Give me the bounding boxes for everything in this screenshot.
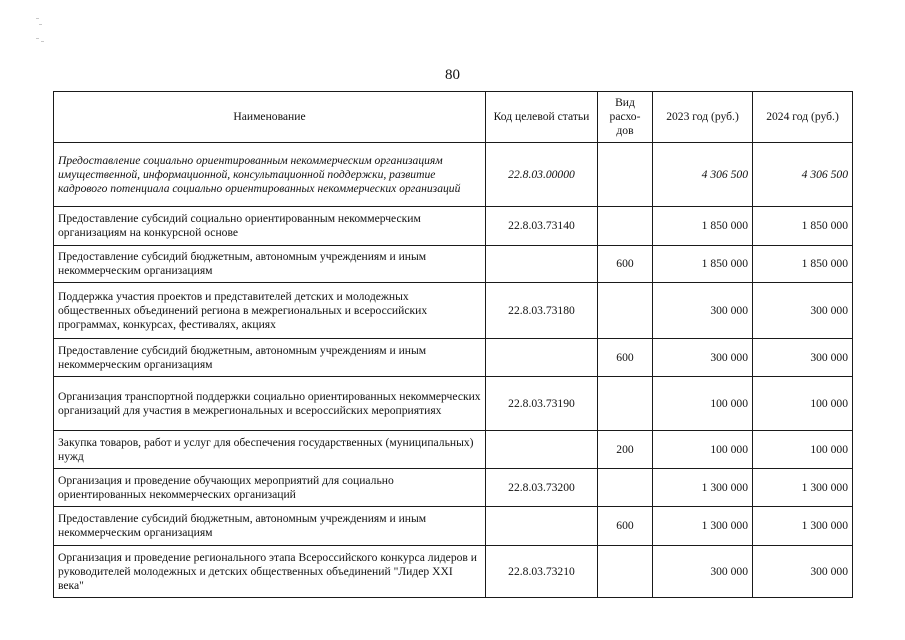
table-row	[54, 339, 853, 377]
row-name: Закупка товаров, работ и услуг для обеспечения государственных (муниципальных) нужд	[54, 431, 486, 469]
table-row	[54, 431, 853, 469]
table-row	[54, 507, 853, 546]
row-2024: 1 850 000	[753, 246, 853, 283]
row-2023: 300 000	[653, 339, 753, 377]
row-vid: 600	[598, 507, 653, 546]
row-vid	[598, 469, 653, 507]
row-code: 22.8.03.73200	[486, 469, 598, 507]
row-code: 22.8.03.73190	[486, 377, 598, 431]
row-2024: 1 300 000	[753, 469, 853, 507]
row-name: Предоставление социально ориентированным некоммерческим организациям имущественной, информационной, консультационной поддержки, развитие кадрового потенциала социально ориентированных некоммерческих организаций	[54, 143, 486, 207]
row-name: Предоставление субсидий бюджетным, автономным учреждениям и иным некоммерческим организациям	[54, 339, 486, 377]
row-2023: 300 000	[653, 283, 753, 339]
scan-artifact	[39, 24, 42, 25]
row-vid	[598, 143, 653, 207]
row-2024: 100 000	[753, 377, 853, 431]
row-2024: 100 000	[753, 431, 853, 469]
row-name: Предоставление субсидий бюджетным, автономным учреждениям и иным некоммерческим организациям	[54, 246, 486, 283]
row-vid	[598, 377, 653, 431]
row-code	[486, 431, 598, 469]
row-vid	[598, 546, 653, 598]
scan-artifact	[36, 38, 39, 39]
row-code: 22.8.03.73210	[486, 546, 598, 598]
header-2023: 2023 год (руб.)	[653, 92, 753, 143]
row-name: Организация транспортной поддержки социально ориентированных некоммерческих организаций для участия в межрегиональных и всероссийских мероприятиях	[54, 377, 486, 431]
row-name: Организация и проведение обучающих мероприятий для социально ориентированных некоммерческих организаций	[54, 469, 486, 507]
row-2023: 100 000	[653, 377, 753, 431]
table-row	[54, 377, 853, 431]
table-row	[54, 143, 853, 207]
table-row	[54, 207, 853, 246]
row-code	[486, 339, 598, 377]
row-2024: 4 306 500	[753, 143, 853, 207]
row-2024: 1 300 000	[753, 507, 853, 546]
row-2023: 4 306 500	[653, 143, 753, 207]
header-code: Код целевой статьи	[486, 92, 598, 143]
table-row	[54, 246, 853, 283]
row-2023: 1 850 000	[653, 246, 753, 283]
row-2024: 300 000	[753, 283, 853, 339]
row-2024: 300 000	[753, 339, 853, 377]
row-2023: 300 000	[653, 546, 753, 598]
row-name: Поддержка участия проектов и представителей детских и молодежных общественных объединений региона в межрегиональных и всероссийских программах, конкурсах, фестивалях, акциях	[54, 283, 486, 339]
header-name: Наименование	[54, 92, 486, 143]
header-2024: 2024 год (руб.)	[753, 92, 853, 143]
row-code: 22.8.03.73140	[486, 207, 598, 246]
header-vid: Вид расхо-дов	[598, 92, 653, 143]
budget-table	[53, 91, 853, 598]
row-2023: 100 000	[653, 431, 753, 469]
row-2023: 1 850 000	[653, 207, 753, 246]
page-number: 80	[445, 67, 460, 83]
row-vid	[598, 283, 653, 339]
row-vid: 200	[598, 431, 653, 469]
row-2024: 1 850 000	[753, 207, 853, 246]
row-vid: 600	[598, 246, 653, 283]
scan-artifact	[41, 41, 44, 42]
row-code	[486, 507, 598, 546]
table-row	[54, 546, 853, 598]
row-name: Предоставление субсидий социально ориентированным некоммерческим организациям на конкурсной основе	[54, 207, 486, 246]
row-2024: 300 000	[753, 546, 853, 598]
row-code: 22.8.03.00000	[486, 143, 598, 207]
row-2023: 1 300 000	[653, 507, 753, 546]
table-row	[54, 283, 853, 339]
row-name: Предоставление субсидий бюджетным, автономным учреждениям и иным некоммерческим организациям	[54, 507, 486, 546]
row-vid: 600	[598, 339, 653, 377]
row-code	[486, 246, 598, 283]
table-row	[54, 469, 853, 507]
row-2023: 1 300 000	[653, 469, 753, 507]
row-code: 22.8.03.73180	[486, 283, 598, 339]
row-vid	[598, 207, 653, 246]
scan-artifact	[36, 18, 39, 19]
table-header-row	[54, 92, 853, 143]
row-name: Организация и проведение регионального этапа Всероссийского конкурса лидеров и руководителей молодежных и детских общественных объединений "Лидер XXI века"	[54, 546, 486, 598]
